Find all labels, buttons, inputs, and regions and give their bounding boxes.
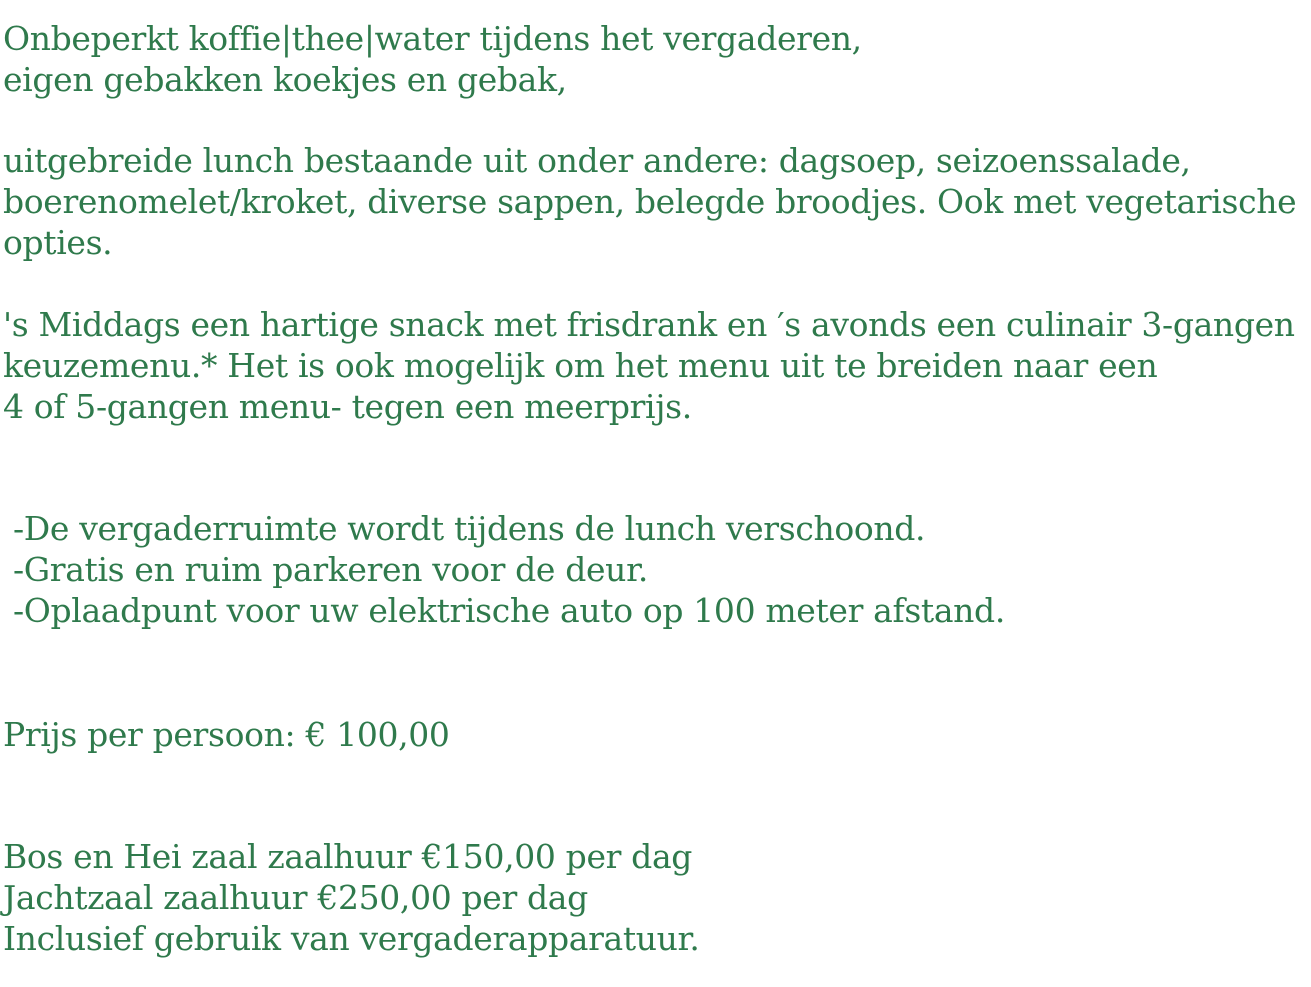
dinner-paragraph	[3, 304, 1295, 427]
rooms-paragraph	[3, 836, 700, 959]
extras-item: -Gratis en ruim parkeren voor de deur.	[13, 550, 649, 589]
lunch-line: uitgebreide lunch bestaande uit onder andere: dagsoep, seizoenssalade,	[3, 141, 1191, 180]
lunch-line: opties.	[3, 223, 113, 262]
room-rate-line: Jachtzaal zaalhuur €250,00 per dag	[3, 878, 588, 917]
lunch-paragraph	[3, 140, 1296, 263]
price-per-person: Prijs per persoon: € 100,00	[3, 715, 450, 754]
intro-line: Onbeperkt koffie|thee|water tijdens het vergaderen,	[3, 19, 862, 58]
room-equipment-note: Inclusief gebruik van vergaderapparatuur.	[3, 919, 700, 958]
dinner-line: 4 of 5-gangen menu- tegen een meerprijs.	[3, 387, 692, 426]
lunch-line: boerenomelet/kroket, diverse sappen, belegde broodjes. Ook met vegetarische	[3, 182, 1297, 221]
extras-list	[13, 508, 1005, 631]
intro-paragraph	[3, 18, 862, 100]
extras-item: -De vergaderruimte wordt tijdens de lunch verschoond.	[13, 509, 926, 548]
room-rate-line: Bos en Hei zaal zaalhuur €150,00 per dag	[3, 837, 693, 876]
extras-item: -Oplaadpunt voor uw elektrische auto op 100 meter afstand.	[13, 591, 1005, 630]
dinner-line: keuzemenu.* Het is ook mogelijk om het menu uit te breiden naar een	[3, 346, 1158, 385]
price-paragraph	[3, 714, 450, 755]
intro-line: eigen gebakken koekjes en gebak,	[3, 60, 567, 99]
dinner-line: 's Middags een hartige snack met frisdrank en ′s avonds een culinair 3-gangen	[3, 305, 1295, 344]
